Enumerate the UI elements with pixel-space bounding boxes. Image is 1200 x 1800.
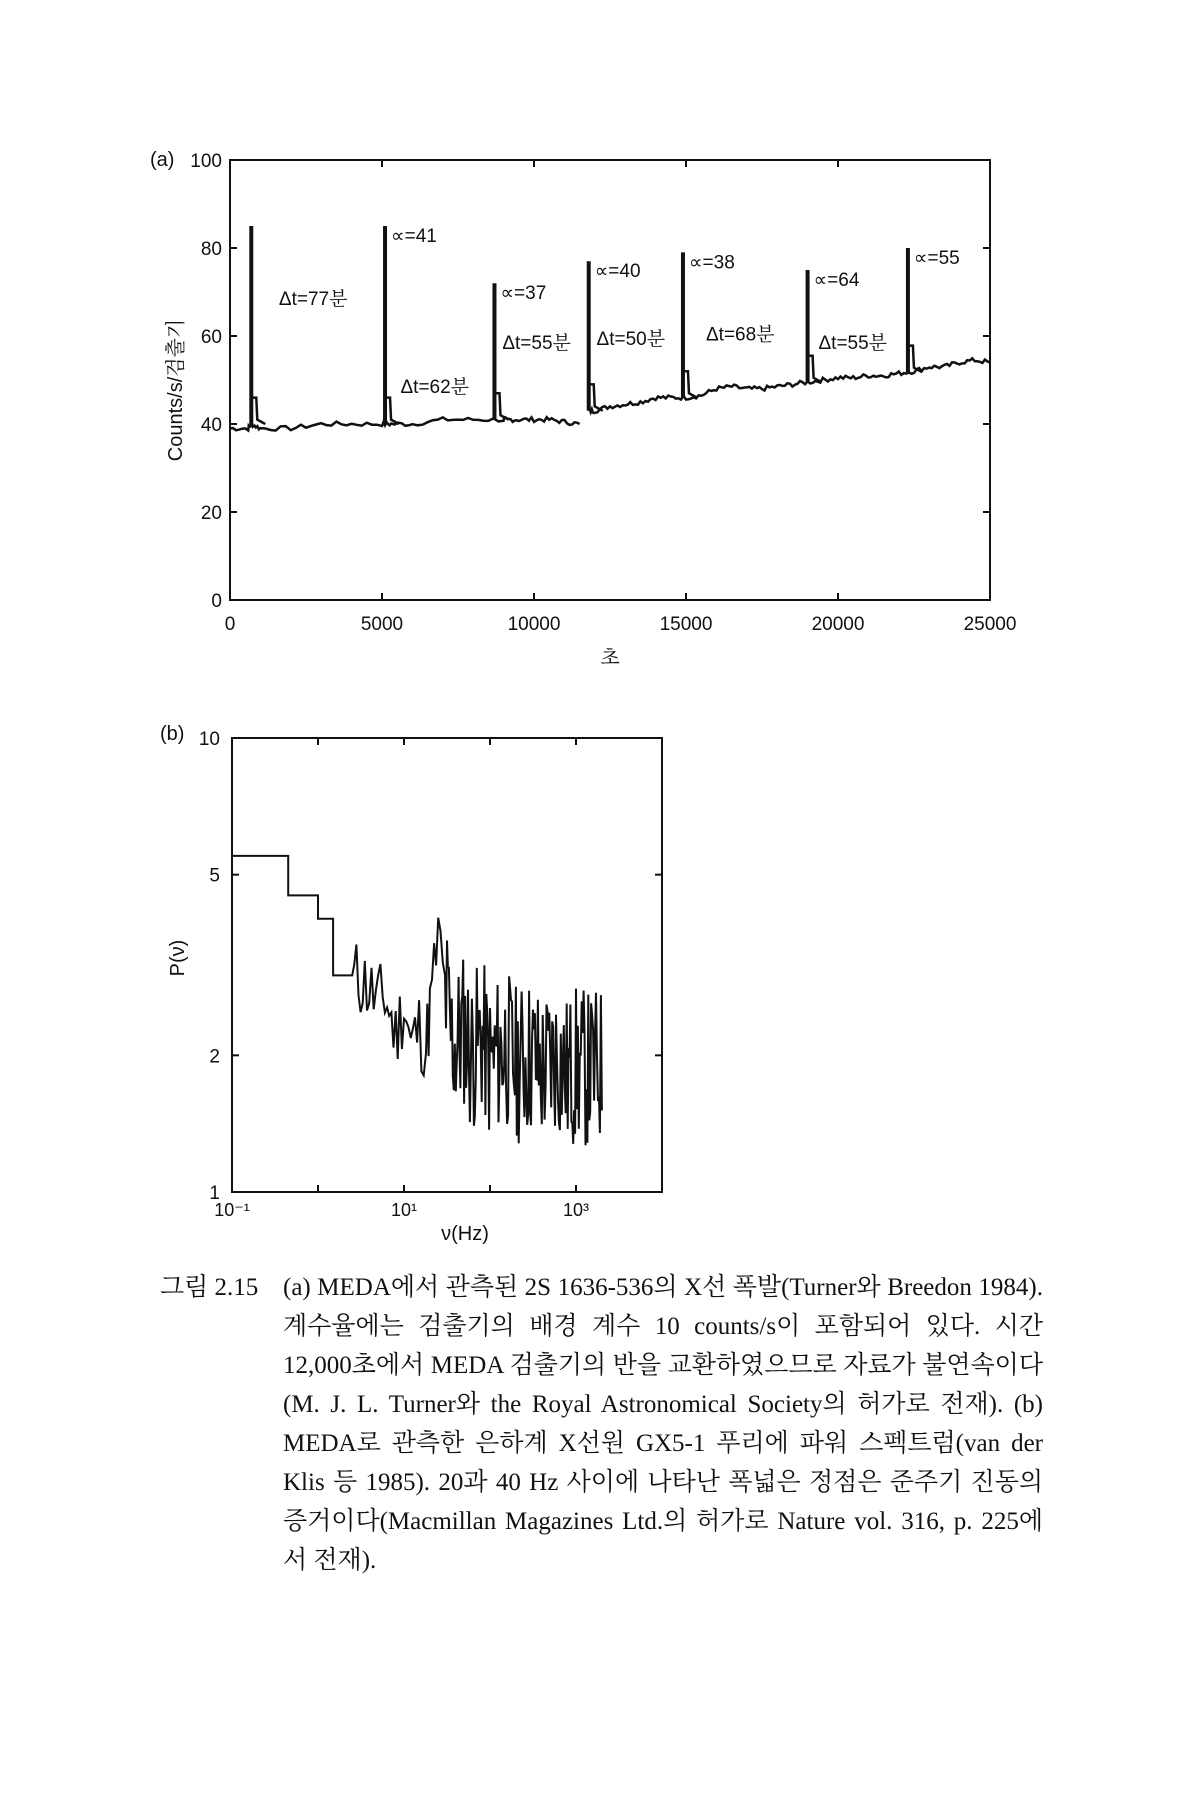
burst-alpha-label: ∝=40: [594, 261, 641, 283]
burst-alpha-label: ∝=38: [688, 252, 735, 274]
caption-text: (a) MEDA에서 관측된 2S 1636-536의 X선 폭발(Turner와 Breedon 1984). 계수율에는 검출기의 배경 계수 10 counts/s이 포함되어 있다. 시간 12,000초에서 MEDA 검출기의 반을 교환하였으므로 자료가 불연속이다(M. J. L. Turner와 the Royal Astronomical Society의 허가로 전재). (b) MEDA로 관측한 은하계 X선원 GX5-1 푸리에 파워 스펙트럼(van der Klis 등 1985). 20과 40 Hz 사이에 나타난 폭넓은 정점은 준주기 진동의 증거이다(Macmillan Magazines Ltd.의 허가로 Nature vol. 316, p. 225에서 전재).: [283, 1274, 1043, 1574]
x-tick-label: 25000: [963, 614, 1017, 635]
y-tick-label: 60: [200, 327, 222, 348]
chart-a-plot: [190, 151, 1016, 635]
y-tick-label: 0: [211, 591, 222, 612]
y-tick-label: 5: [209, 865, 220, 887]
chart-b-frame: [232, 738, 662, 1192]
chart-b-plot: [199, 729, 662, 1220]
burst-decay: [589, 384, 603, 410]
burst-decay: [251, 398, 265, 424]
chart-b-xlabel: ν(Hz): [441, 1223, 489, 1245]
burst-interval-label: Δt=68분: [705, 324, 775, 346]
y-tick-label: 2: [209, 1046, 220, 1068]
burst-decay: [385, 398, 399, 424]
y-tick-label: 10: [198, 729, 220, 750]
chart-a: [0, 0, 1200, 720]
chart-a-xlabel: 초: [600, 647, 620, 669]
burst-alpha-label: ∝=64: [813, 270, 860, 291]
baseline-series: [230, 417, 580, 430]
burst-interval-label: Δt=55분: [818, 333, 888, 355]
chart-a-ylabel: Counts/s/검출기: [165, 318, 187, 462]
burst-decay: [683, 371, 697, 397]
panel-b-label: (b): [160, 723, 185, 745]
y-tick-label: 40: [200, 415, 222, 436]
burst-interval-label: Δt=50분: [596, 328, 666, 350]
panel-a-label: (a): [150, 149, 175, 171]
x-tick-label: 20000: [811, 614, 865, 635]
y-tick-label: 1: [209, 1183, 220, 1204]
baseline-series: [589, 358, 990, 413]
burst-alpha-label: ∝=55: [913, 248, 960, 269]
y-tick-label: 100: [190, 151, 222, 172]
chart-b-ylabel: P(ν): [167, 939, 189, 977]
x-tick-label: 10¹: [390, 1200, 418, 1220]
burst-interval-label: Δt=55분: [502, 333, 571, 355]
burst-alpha-label: ∝=41: [391, 226, 437, 247]
x-tick-label: 10³: [562, 1200, 590, 1220]
burst-decay: [808, 356, 822, 382]
burst-interval-label: Δt=62분: [400, 377, 470, 399]
x-tick-label: 0: [224, 614, 236, 635]
x-tick-label: 10⁻¹: [214, 1200, 250, 1220]
chart-a-frame: [230, 160, 990, 600]
x-tick-label: 10000: [507, 614, 561, 635]
burst-interval-label: Δt=77분: [278, 289, 348, 311]
burst-decay: [494, 393, 508, 419]
y-tick-label: 80: [200, 239, 222, 260]
x-tick-label: 5000: [360, 614, 404, 635]
power-spectrum-series: [232, 856, 602, 1145]
caption-label: 그림 2.15: [160, 1274, 259, 1301]
y-tick-label: 20: [200, 503, 222, 524]
x-tick-label: 15000: [659, 614, 713, 635]
burst-alpha-label: ∝=37: [500, 283, 547, 305]
